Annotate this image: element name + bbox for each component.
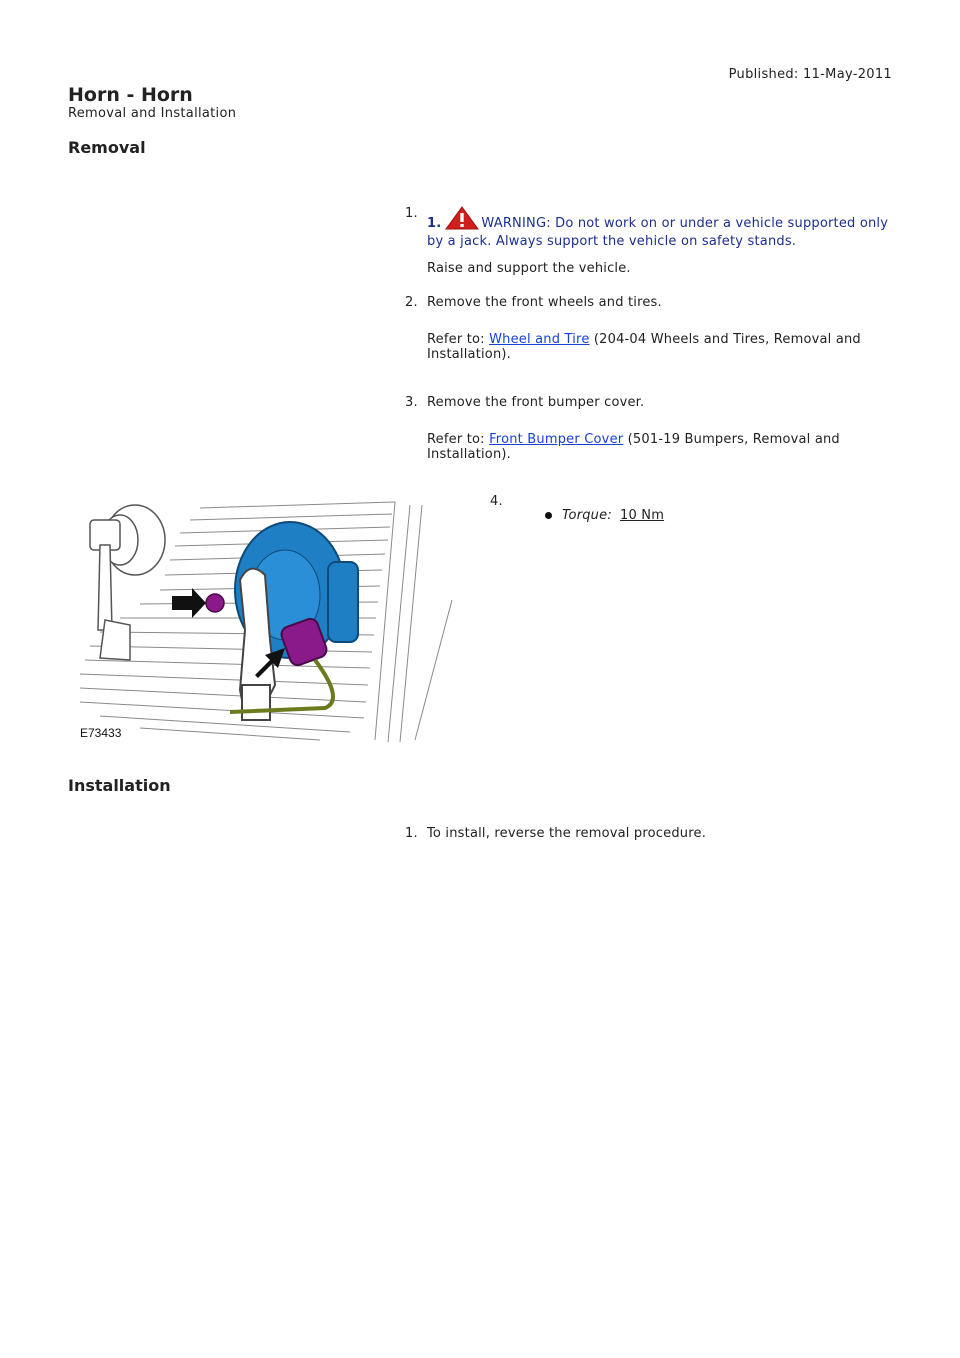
installation-heading: Installation <box>68 776 171 795</box>
figure-label: E73433 <box>80 726 122 740</box>
page-subtitle: Removal and Installation <box>68 106 237 121</box>
removal-heading: Removal <box>68 138 146 157</box>
step-text: Raise and support the vehicle. <box>427 261 631 276</box>
removal-step-4 <box>490 494 665 523</box>
step-number: 3. <box>405 395 418 410</box>
page-title: Horn - Horn <box>68 84 193 106</box>
warning-number: 1. <box>427 216 442 231</box>
step-number: 2. <box>405 295 418 310</box>
wheel-and-tire-link[interactable]: Wheel and Tire <box>489 332 590 347</box>
horn-illustration <box>80 500 455 745</box>
torque-value: 10 Nm <box>620 508 665 523</box>
torque-label: Torque: <box>562 508 612 523</box>
refer-to: Refer to: Wheel and Tire (204-04 Wheels and Tires, Removal and Installation). <box>427 332 861 362</box>
step-text: Remove the front bumper cover. <box>427 395 645 410</box>
warning-block <box>427 206 892 249</box>
step-number: 1. <box>405 206 418 221</box>
refer-to: Refer to: Front Bumper Cover (501-19 Bumpers, Removal and Installation). <box>427 432 840 462</box>
bullet-icon <box>545 512 552 519</box>
published-date: Published: 11-May-2011 <box>728 67 892 82</box>
step-number: 1. <box>405 826 418 841</box>
front-bumper-cover-link[interactable]: Front Bumper Cover <box>489 432 624 447</box>
step-number: 4. <box>490 494 503 509</box>
warning-text: WARNING: Do not work on or under a vehicle supported only by a jack. Always support the vehicle on safety stands. <box>427 216 889 249</box>
step-text: Remove the front wheels and tires. <box>427 295 662 310</box>
warning-icon <box>445 206 479 234</box>
step-text: To install, reverse the removal procedure. <box>427 826 707 841</box>
